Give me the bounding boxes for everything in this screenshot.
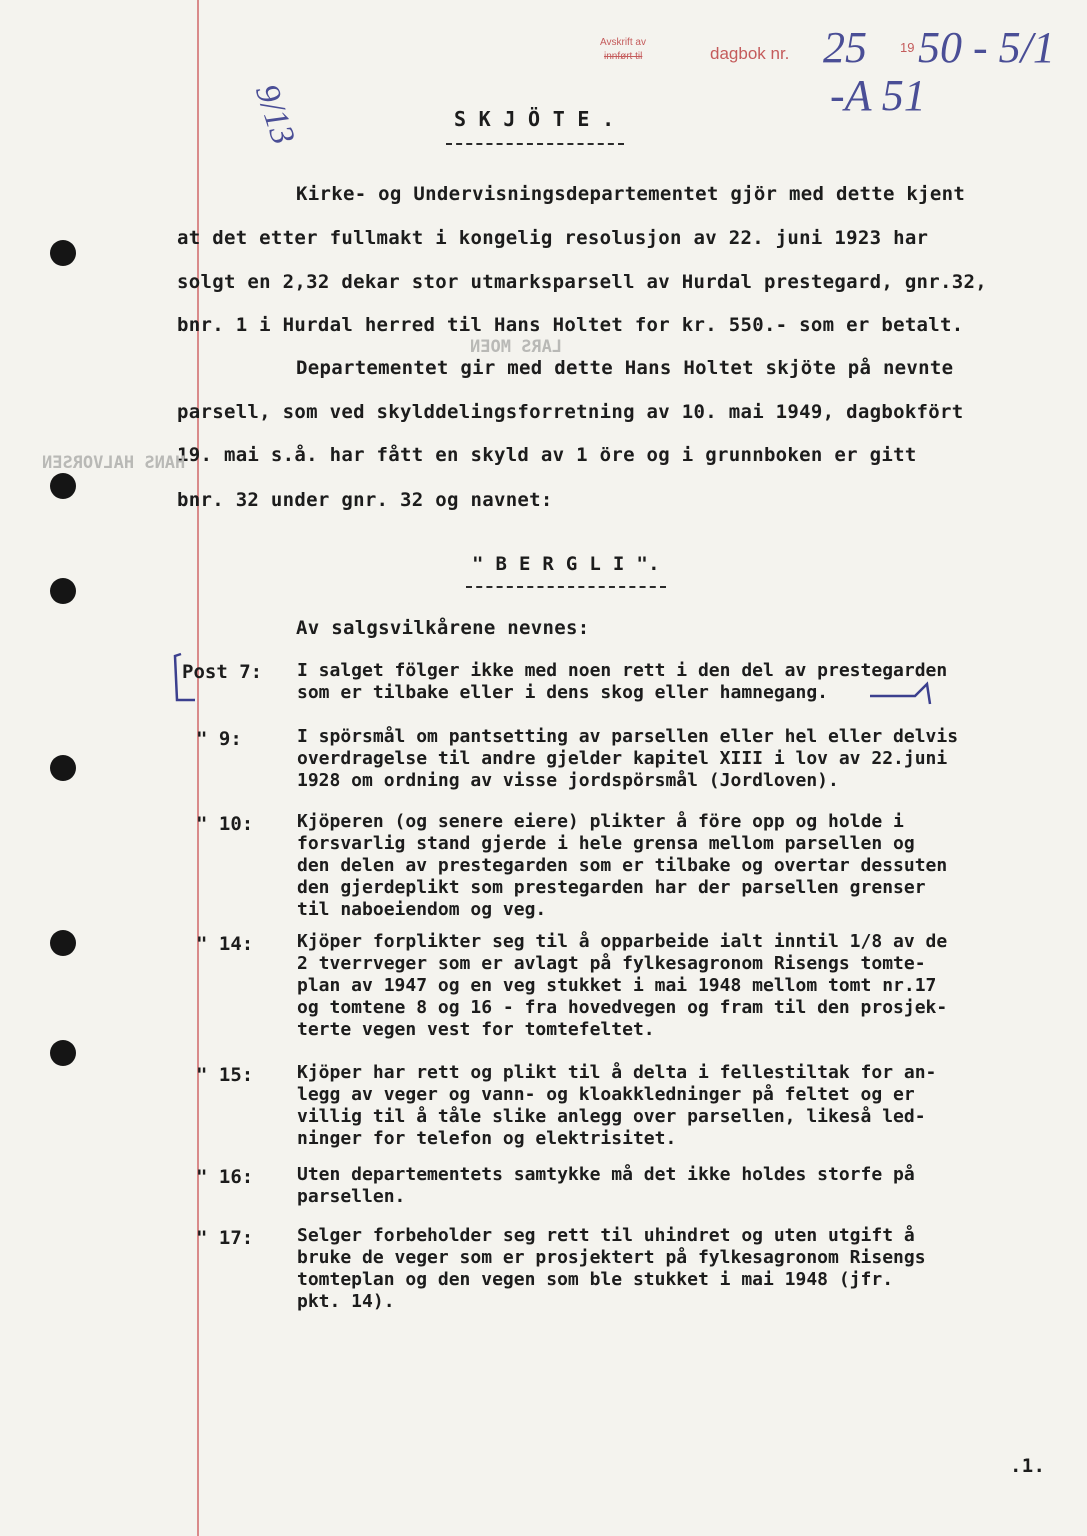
post-text-line: Selger forbeholder seg rett til uhindret og uten utgift å (297, 1225, 915, 1246)
punch-hole (50, 755, 76, 781)
punch-hole (50, 578, 76, 604)
post-label: " 15: (196, 1064, 254, 1086)
post-label: " 10: (196, 813, 254, 835)
post-text-line: legg av veger og vann- og kloakkledninger på feltet og er (297, 1084, 915, 1105)
handwritten-reference: -A 51 (830, 71, 926, 120)
post-text-line: overdragelse til andre gjelder kapitel XIII i lov av 22.juni (297, 748, 948, 769)
post-text-line: 1928 om ordning av visse jordspörsmål (Jordloven). (297, 770, 839, 791)
post-text-line: plan av 1947 og en veg stukket i mai 1948 mellom tomt nr.17 (297, 975, 937, 996)
stamp-dagbok-label: dagbok nr. (710, 44, 790, 63)
stamp-year-prefix: 19 (900, 40, 915, 55)
handwritten-margin-note: 9/13 (247, 80, 302, 149)
conditions-intro: Av salgsvilkårene nevnes: (296, 617, 590, 639)
paragraph-line: parsell, som ved skylddelingsforretning av 10. mai 1949, dagbokfört (177, 401, 964, 423)
post-text-line: bruke de veger som er prosjektert på fylkesagronom Risengs (297, 1247, 926, 1268)
ghost-stamp: HANS HALVORSEN (42, 453, 186, 473)
property-name: " B E R G L I ". (472, 553, 660, 575)
title-underline (446, 143, 624, 145)
post-text-line: Kjöper forplikter seg til å opparbeide ialt inntil 1/8 av de (297, 931, 948, 952)
post-label: " 16: (196, 1166, 254, 1188)
post-label: " 17: (196, 1227, 254, 1249)
post-label: Post 7: (182, 661, 263, 683)
paragraph-line: Departementet gir med dette Hans Holtet skjöte på nevnte (296, 357, 954, 379)
post-text-line: og tomtene 8 og 16 - fra hovedvegen og fram til den prosjek- (297, 997, 948, 1018)
post-label: " 9: (196, 728, 242, 750)
post-text-line: til naboeiendom og veg. (297, 899, 547, 920)
post-text-line: den delen av prestegarden som er tilbake og overtar dessuten (297, 855, 948, 876)
post-text-line: forsvarlig stand gjerde i hele grensa mellom parsellen og (297, 833, 915, 854)
post-text-line: pkt. 14). (297, 1291, 395, 1312)
paragraph-line: bnr. 1 i Hurdal herred til Hans Holtet for kr. 550.- som er betalt. (177, 314, 964, 336)
handwritten-date: 50 - 5/1 (918, 23, 1055, 72)
ghost-stamp: LARS MOEN (470, 337, 563, 357)
punch-hole (50, 1040, 76, 1066)
paragraph-line: at det etter fullmakt i kongelig resolusjon av 22. juni 1923 har (177, 227, 929, 249)
post-text-line: I salget fölger ikke med noen rett i den del av prestegarden (297, 660, 948, 681)
stamp-line1: Avskrift av (600, 37, 646, 48)
post-text (297, 1225, 926, 1313)
post-text-line: I spörsmål om pantsetting av parsellen eller hel eller delvis (297, 726, 959, 747)
post-label: " 14: (196, 933, 254, 955)
post-text-line: parsellen. (297, 1186, 406, 1207)
paragraph-line: solgt en 2,32 dekar stor utmarksparsell av Hurdal prestegard, gnr.32, (177, 271, 987, 293)
page-marker: .1. (1010, 1455, 1046, 1477)
post-text-line: terte vegen vest for tomtefeltet. (297, 1019, 655, 1040)
paragraph-line: bnr. 32 under gnr. 32 og navnet: (177, 489, 553, 511)
punch-hole (50, 240, 76, 266)
paragraph-line: Kirke- og Undervisningsdepartementet gjör med dette kjent (296, 183, 966, 205)
post-text-line: den gjerdeplikt som prestegarden har der parsellen grenser (297, 877, 926, 898)
paragraph-line: 19. mai s.å. har fått en skyld av 1 öre og i grunnboken er gitt (177, 444, 917, 466)
post-text-line: villig til å tåle slike anlegg over parsellen, likeså led- (297, 1106, 926, 1127)
property-name-underline (466, 586, 666, 588)
stamp-line2: innført til (604, 51, 643, 62)
post-text (297, 1164, 915, 1208)
punch-hole (50, 473, 76, 499)
post-text-line: 2 tverrveger som er avlagt på fylkesagronom Risengs tomte- (297, 953, 926, 974)
handwritten-dagbok-number: 25 (823, 23, 867, 72)
handwritten-bracket-marks (165, 648, 937, 708)
post-text (297, 931, 947, 1041)
post-text-line: tomteplan og den vegen som ble stukket i mai 1948 (jfr. (297, 1269, 894, 1290)
post-text (297, 726, 958, 792)
post-text (297, 1062, 936, 1150)
post-text-line: Uten departementets samtykke må det ikke holdes storfe på (297, 1164, 915, 1185)
punch-hole (50, 930, 76, 956)
document-title: S K J Ö T E . (454, 107, 615, 131)
post-text-line: ninger for telefon og elektrisitet. (297, 1128, 677, 1149)
post-text-line: Kjöper har rett og plikt til å delta i fellestiltak for an- (297, 1062, 937, 1083)
post-text (297, 811, 947, 921)
post-text-line: som er tilbake eller i dens skog eller hamnegang. (297, 682, 829, 703)
post-text-line: Kjöperen (og senere eiere) plikter å före opp og holde i (297, 811, 904, 832)
